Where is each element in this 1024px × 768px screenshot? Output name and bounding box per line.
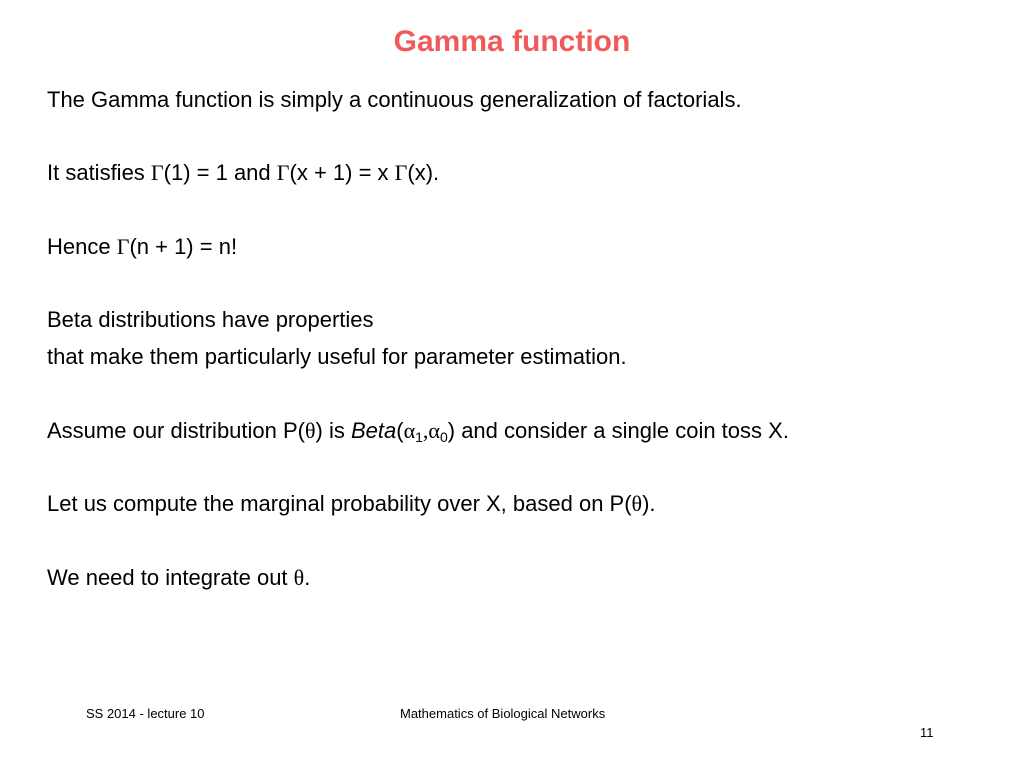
text-segment: ). [642,491,656,516]
beta-label: Beta [351,418,397,443]
alpha-symbol: α [403,418,416,443]
gamma-symbol: Γ [394,160,408,185]
alpha-subscript-1: 1 [415,429,423,445]
body-line-marginal-probability [47,490,656,518]
body-line-gamma-definition: The Gamma function is simply a continuous generalization of factorials. [47,87,742,112]
body-line-integrate-out [47,564,310,592]
comma-separator: , [422,418,429,443]
text-segment: ) is [315,418,351,443]
alpha-subscript-0: 0 [439,429,448,445]
body-line-gamma-properties [47,159,439,187]
text-segment: Assume our distribution P( [47,418,305,443]
theta-symbol: θ [293,565,305,590]
text-segment: . [304,565,311,590]
page-number: 11 [920,725,934,740]
body-line-parameter-estimation: that make them particularly useful for parameter estimation. [47,344,627,369]
theta-symbol: θ [305,418,316,443]
body-line-beta-properties: Beta distributions have properties [47,307,374,332]
footer-course-label: SS 2014 - lecture 10 [86,706,205,721]
body-line-factorial [47,233,237,261]
body-line-assume-distribution [47,417,789,445]
text-segment: (1) = 1 and [163,160,277,185]
alpha-symbol: α [428,418,440,443]
text-segment: Let us compute the marginal probability over X, based on P( [47,491,632,516]
slide-title: Gamma function [393,25,631,58]
gamma-symbol: Γ [116,234,130,259]
text-segment: It satisfies [47,160,151,185]
text-segment: ) and consider a single coin toss X. [447,418,789,443]
theta-symbol: θ [631,491,643,516]
text-segment: (n + 1) = n! [129,234,238,259]
footer-course-title: Mathematics of Biological Networks [400,706,606,721]
gamma-symbol: Γ [276,160,290,185]
text-segment: We need to integrate out [47,565,294,590]
gamma-symbol: Γ [150,160,164,185]
text-segment: (x + 1) = x [289,160,395,185]
text-segment: Hence [47,234,117,259]
text-segment: ( [396,418,404,443]
text-segment: (x). [407,160,440,185]
